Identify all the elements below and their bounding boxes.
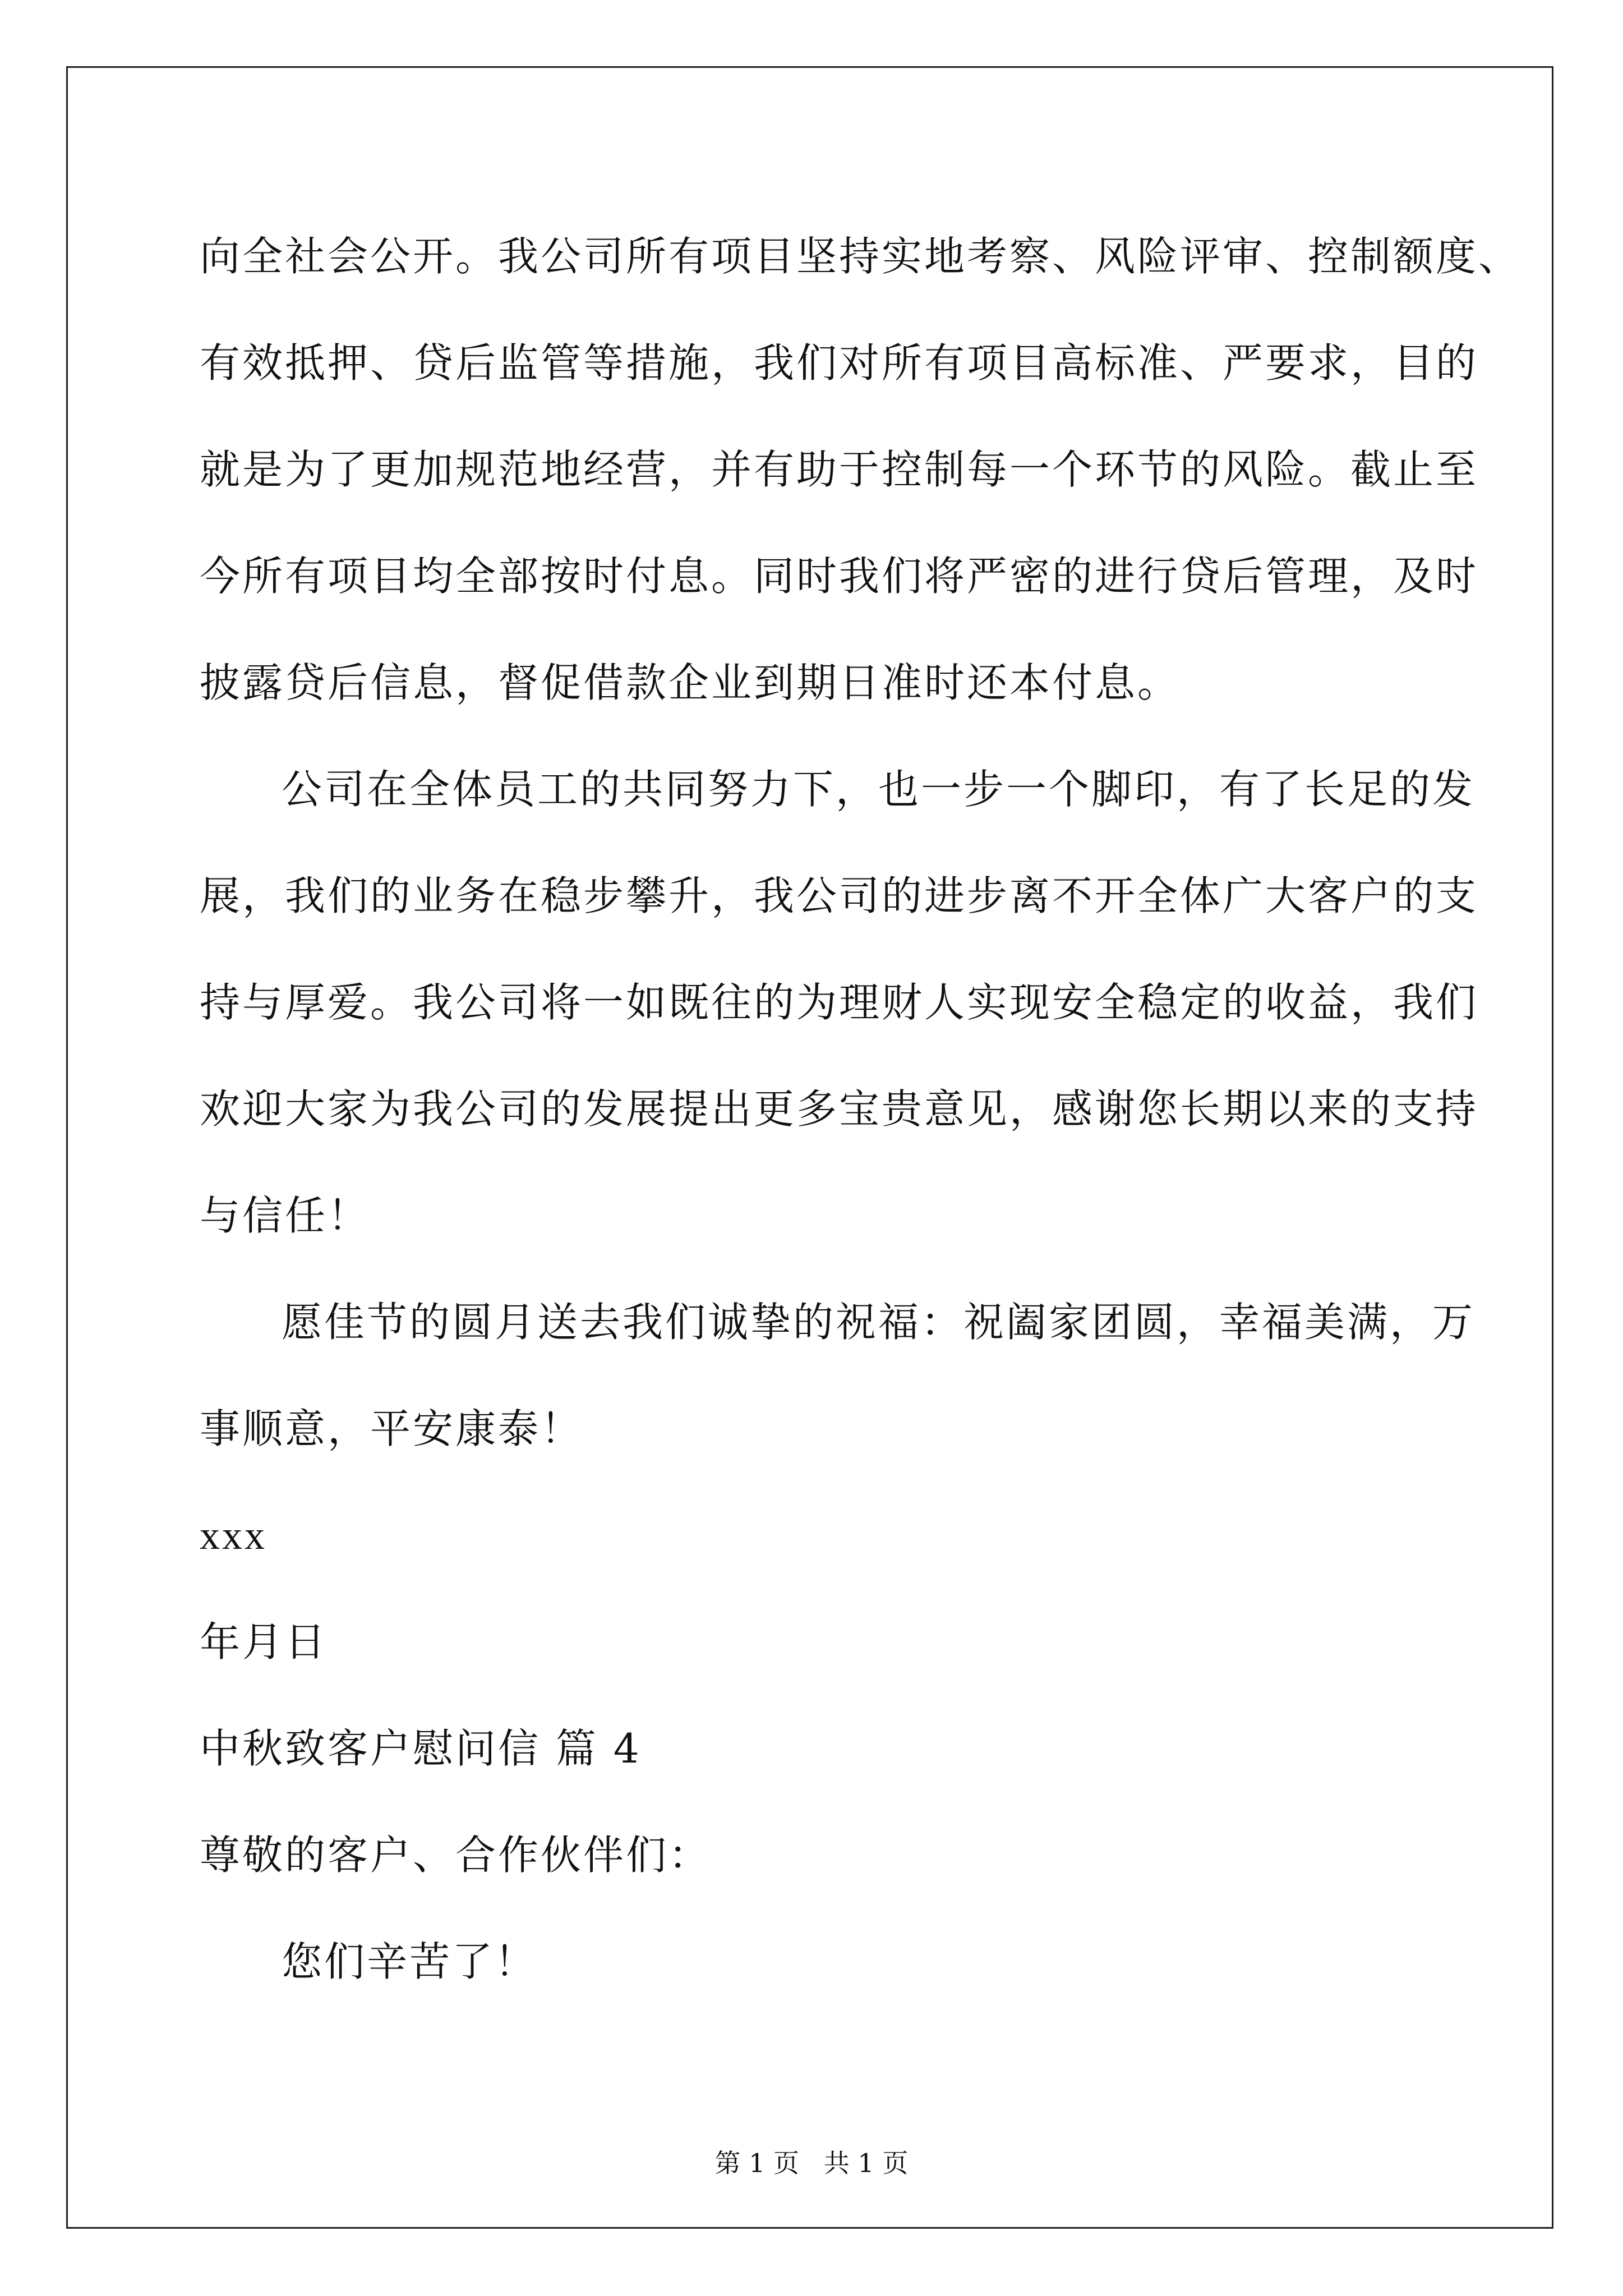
salutation: 尊敬的客户、合作伙伴们： [200, 1832, 712, 1879]
text-line: 就是为了更加规范地经营，并有助于控制每一个环节的风险。截止至 [200, 446, 1479, 493]
greeting-line: 您们辛苦了！ [282, 1938, 538, 1985]
text-line: 事顺意，平安康泰！ [200, 1405, 584, 1452]
signature-name: xxx [200, 1513, 267, 1558]
letter-body [200, 203, 1521, 2015]
text-line: 有效抵押、贷后监管等措施，我们对所有项目高标准、严要求，目的 [200, 339, 1479, 386]
paragraph-start-line: 公司在全体员工的共同努力下，也一步一个脚印，有了长足的发 [282, 766, 1476, 813]
paragraph-start-line: 愿佳节的圆月送去我们诚挚的祝福：祝阖家团圆，幸福美满，万 [282, 1299, 1476, 1346]
text-line: 向全社会公开。我公司所有项目坚持实地考察、风险评审、控制额度、 [200, 233, 1521, 280]
text-line: 持与厚爱。我公司将一如既往的为理财人实现安全稳定的收益，我们 [200, 979, 1479, 1026]
page-footer: 第 1 页 共 1 页 [714, 2148, 909, 2178]
section-heading: 中秋致客户慰问信 篇 4 [200, 1725, 642, 1772]
text-line: 今所有项目均全部按时付息。同时我们将严密的进行贷后管理，及时 [200, 553, 1479, 600]
date-line: 年月日 [200, 1618, 328, 1665]
text-line: 披露贷后信息，督促借款企业到期日准时还本付息。 [200, 659, 1181, 706]
text-line: 与信任！ [200, 1192, 371, 1239]
text-line: 欢迎大家为我公司的发展提出更多宝贵意见，感谢您长期以来的支持 [200, 1085, 1479, 1133]
text-line: 展，我们的业务在稳步攀升，我公司的进步离不开全体广大客户的支 [200, 872, 1479, 919]
